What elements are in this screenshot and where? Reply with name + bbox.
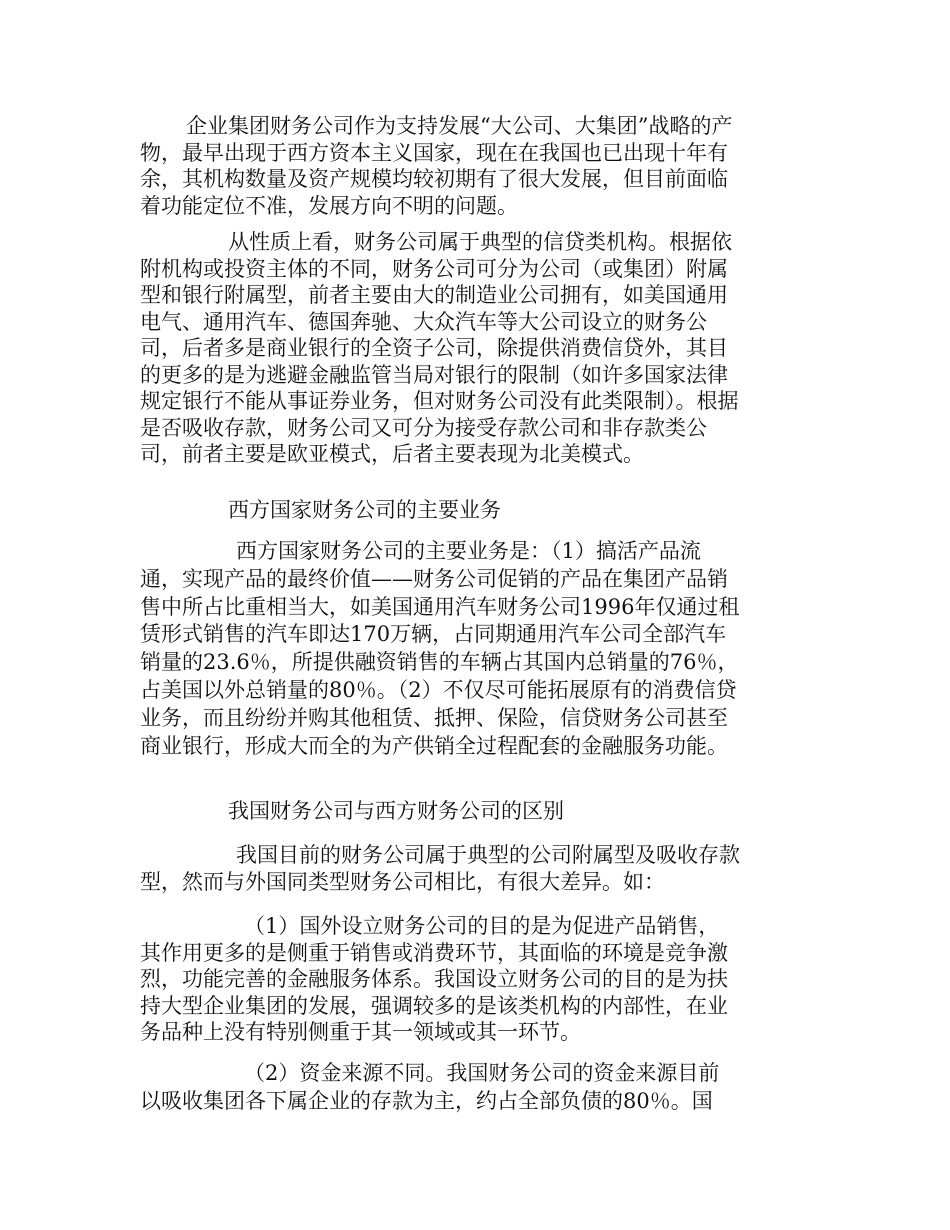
paragraph-nature: 从性质上看，财务公司属于典型的信贷类机构。根据依附机构或投资主体的不同，财务公司可分为公司（或集团）附属型和银行附属型，前者主要由大的制造业公司拥有，如美国通用电气、通用汽车、德国奔驰、大众汽车等大公司设立的财务公司，后者多是商业银行的全资子公司，除提供消费信贷外，其目的更多的是为逃避金融监管当局对银行的限制（如许多国家法律规定银行不能从事证券业务，但对财务公司没有此类限制）。根据是否吸收存款，财务公司又可分为接受存款公司和非存款类公司，前者主要是欧亚模式，后者主要表现为北美模式。	[140, 230, 739, 466]
section-heading-western-business: 西方国家财务公司的主要业务	[228, 498, 501, 522]
paragraph-intro: 企业集团财务公司作为支持发展“大公司、大集团”战略的产物，最早出现于西方资本主义国家，现在在我国也已出现十年有余，其机构数量及资产规模均较初期有了很大发展，但目前面临着功能定位不准，发展方向不明的问题。	[140, 114, 733, 218]
paragraph-western-business: 西方国家财务公司的主要业务是：（1）搞活产品流通，实现产品的最终价值——财务公司促销的产品在集团产品销售中所占比重相当大，如美国通用汽车财务公司1996年仅通过租赁形式销售的汽车即达170万辆，占同期通用汽车公司全部汽车销量的23.6％，所提供融资销售的车辆占其国内总销量的76％，占美国以外总销量的80％。（2）不仅尽可能拓展原有的消费信贷业务，而且纷纷并购其他租赁、抵押、保险，信贷财务公司甚至商业银行，形成大而全的为产供销全过程配套的金融服务功能。	[140, 539, 740, 758]
paragraph-differences-intro: 我国目前的财务公司属于典型的公司附属型及吸收存款型，然而与外国同类型财务公司相比，有很大差异。如：	[140, 843, 740, 894]
paragraph-difference-1: （1）国外设立财务公司的目的是为促进产品销售，其作用更多的是侧重于销售或消费环节，其面临的环境是竞争激烈，功能完善的金融服务体系。我国设立财务公司的目的是为扶持大型企业集团的发展，强调较多的是该类机构的内部性，在业务品种上没有特别侧重于其一领域或其一环节。	[140, 914, 728, 1044]
section-heading-differences: 我国财务公司与西方财务公司的区别	[228, 799, 564, 823]
paragraph-difference-2: （2）资金来源不同。我国财务公司的资金来源目前以吸收集团各下属企业的存款为主，约占全部负债的80％。国	[140, 1061, 720, 1113]
